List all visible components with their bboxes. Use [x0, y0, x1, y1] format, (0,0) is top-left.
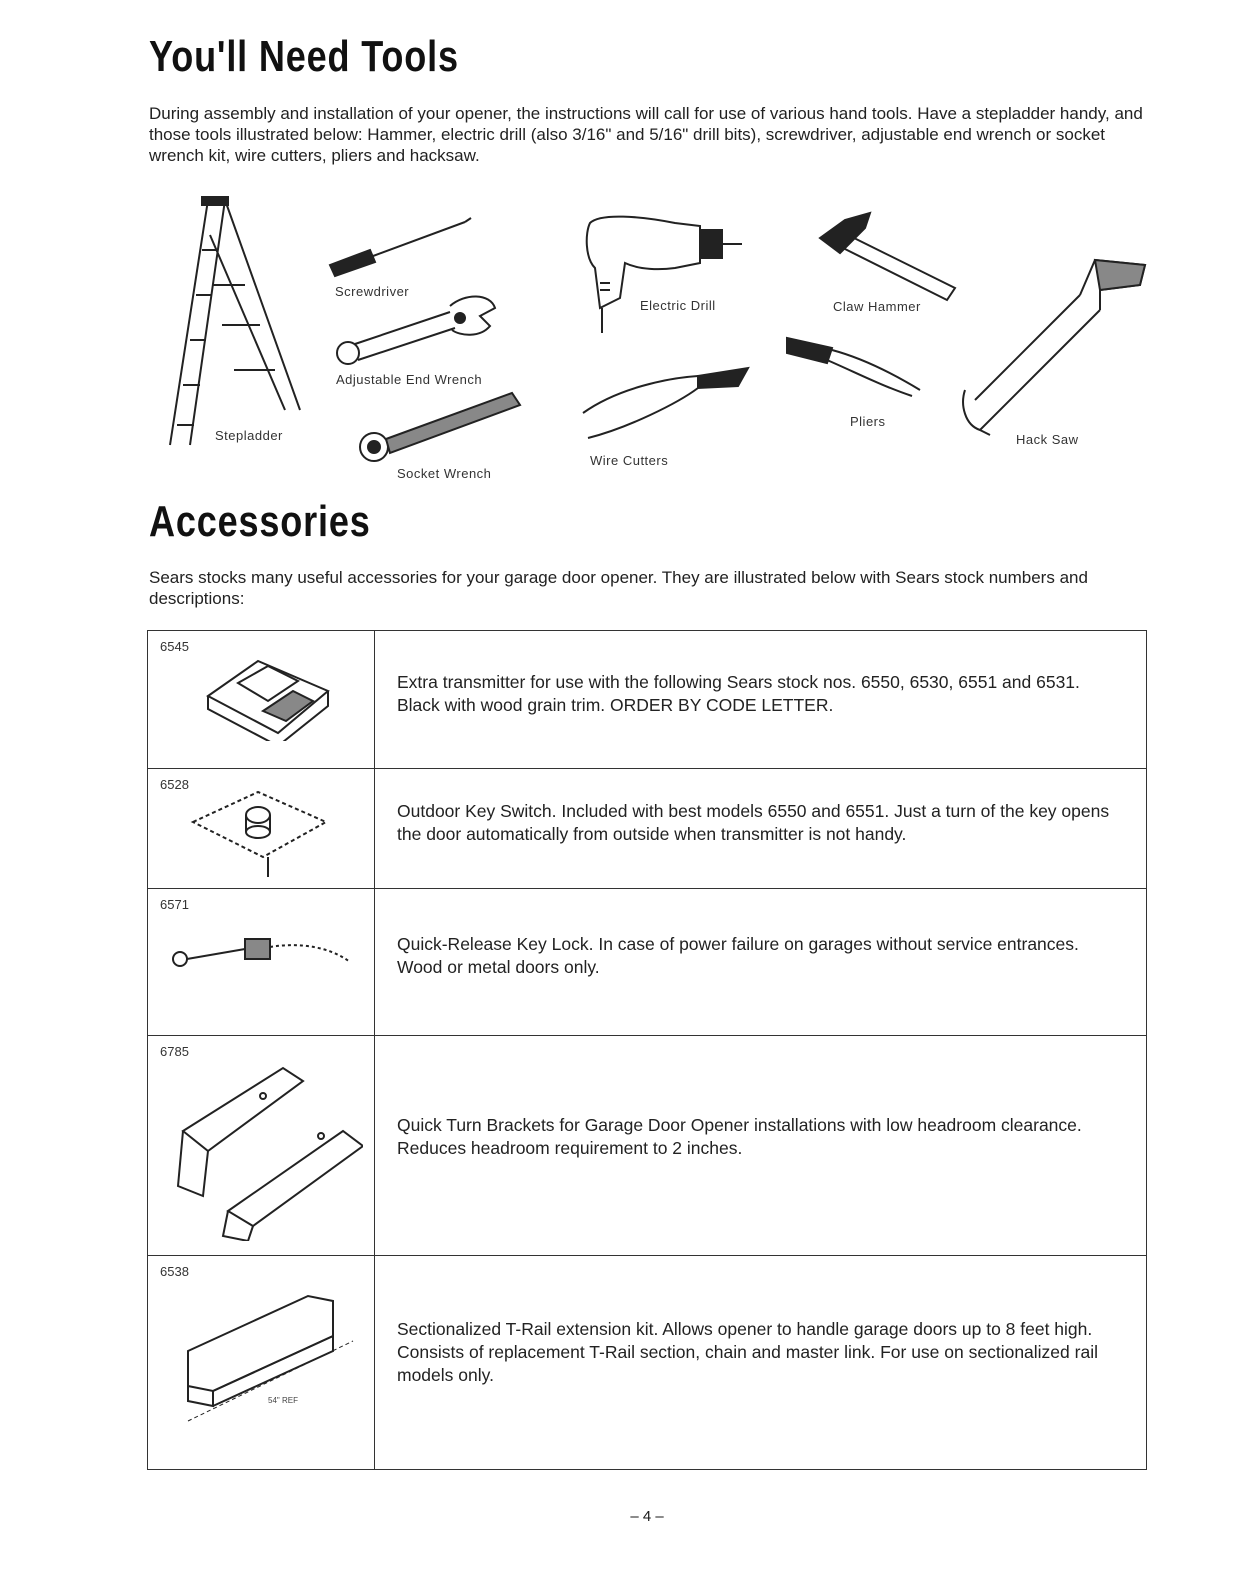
- drill-label: Electric Drill: [640, 298, 716, 313]
- screwdriver-icon: [325, 210, 475, 280]
- transmitter-icon: [198, 651, 333, 741]
- accessory-image-cell: [148, 1036, 375, 1256]
- page-number: – 4 –: [630, 1508, 664, 1525]
- accessories-heading: Accessories: [149, 497, 371, 546]
- electric-drill-icon: [580, 208, 745, 338]
- accessory-desc-cell: [375, 889, 1147, 1036]
- tools-intro: During assembly and installation of your opener, the instructions will call for use of various hand tools. Have a stepladder handy, and those tools illustrated below: Hammer, electric drill (also 3/16" and 5/16" drill bits), screwdriver, adjustable end wrench or socket wrench kit, wire cutters, pliers and hacksaw.: [149, 104, 1143, 165]
- accessory-desc-cell: [375, 631, 1147, 769]
- hacksaw-icon: [960, 240, 1155, 440]
- stock-number: 6571: [160, 897, 189, 912]
- stock-number: 6785: [160, 1044, 189, 1059]
- accessory-image-cell: [148, 769, 375, 889]
- claw-hammer-icon: [815, 208, 965, 303]
- t-rail-icon: [178, 1281, 368, 1431]
- accessory-row-6571: [148, 889, 1147, 1036]
- dimension-label: 54" REF: [268, 1396, 298, 1405]
- screwdriver-label: Screwdriver: [335, 284, 410, 299]
- pliers-icon: [782, 328, 927, 398]
- key-switch-icon: [188, 787, 333, 882]
- accessory-row-6785: [148, 1036, 1147, 1256]
- pliers-label: Pliers: [850, 414, 886, 429]
- stock-number: 6528: [160, 777, 189, 792]
- accessory-row-6545: [148, 631, 1147, 769]
- accessories-intro: Sears stocks many useful accessories for your garage door opener. They are illustrated below with Sears stock numbers and descriptions:: [149, 568, 1088, 608]
- accessory-description: Quick-Release Key Lock. In case of power failure on garages without service entrances. Wood or metal doors only.: [397, 934, 1079, 977]
- wrench-label: Adjustable End Wrench: [336, 372, 483, 387]
- accessory-image-cell: [148, 631, 375, 769]
- stepladder-icon: [150, 195, 310, 455]
- wire-cutters-label: Wire Cutters: [590, 453, 669, 468]
- socket-wrench-icon: [352, 385, 527, 470]
- stepladder-label: Stepladder: [215, 428, 283, 443]
- accessory-image-cell: [148, 889, 375, 1036]
- accessory-description: Outdoor Key Switch. Included with best models 6550 and 6551. Just a turn of the key opens the door automatically from outside when transmitter is not handy.: [397, 801, 1110, 844]
- stock-number: 6545: [160, 639, 189, 654]
- accessory-description: Sectionalized T-Rail extension kit. Allows opener to handle garage doors up to 8 feet high. Consists of replacement T-Rail section, chain and master link. For use on sectionalized rail models only.: [397, 1319, 1098, 1385]
- accessory-desc-cell: [375, 1036, 1147, 1256]
- accessory-description: Quick Turn Brackets for Garage Door Opener installations with low headroom clearance. Reduces headroom requirement to 2 inches.: [397, 1115, 1082, 1158]
- accessories-table: [147, 630, 1147, 1470]
- brackets-icon: [163, 1056, 363, 1241]
- accessory-description: Extra transmitter for use with the following Sears stock nos. 6550, 6530, 6551 and 6531. Black with wood grain trim. ORDER BY CODE LETTER.: [397, 672, 1080, 715]
- key-lock-icon: [170, 927, 360, 977]
- hacksaw-label: Hack Saw: [1016, 432, 1079, 447]
- tools-heading: You'll Need Tools: [149, 32, 459, 81]
- accessory-image-cell: [148, 1256, 375, 1470]
- hammer-label: Claw Hammer: [833, 299, 921, 314]
- adjustable-wrench-icon: [330, 288, 500, 373]
- accessory-desc-cell: [375, 769, 1147, 889]
- stock-number: 6538: [160, 1264, 189, 1279]
- socket-wrench-label: Socket Wrench: [397, 466, 492, 481]
- wire-cutters-icon: [578, 358, 758, 448]
- accessory-row-6528: [148, 769, 1147, 889]
- accessory-row-6538: [148, 1256, 1147, 1470]
- accessory-desc-cell: [375, 1256, 1147, 1470]
